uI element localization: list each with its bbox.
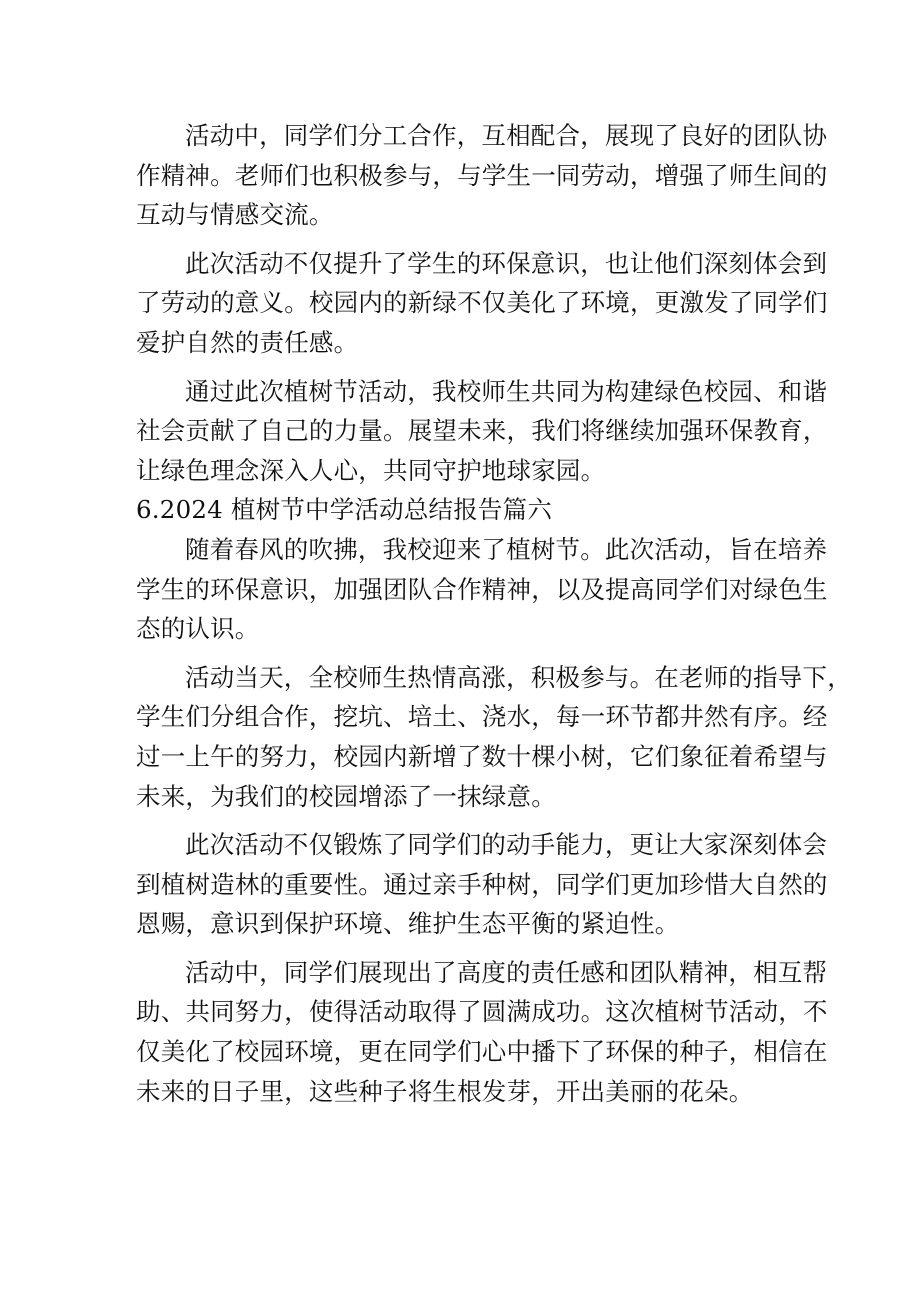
paragraph xyxy=(136,658,852,816)
paragraph-line: 恩赐，意识到保护环境、维护生态平衡的紧迫性。 xyxy=(136,909,680,939)
paragraph-line: 学生的环保意识，加强团队合作精神，以及提高同学们对绿色生 xyxy=(136,574,828,604)
paragraph xyxy=(136,825,828,944)
paragraph-line: 过一上午的努力，校园内新增了数十棵小树，它们象征着希望与 xyxy=(136,741,828,771)
section-heading: 6.2024 植树节中学活动总结报告篇六 xyxy=(136,495,553,525)
paragraph xyxy=(136,530,828,649)
paragraph-line: 随着春风的吹拂，我校迎来了植树节。此次活动，旨在培养 xyxy=(185,534,828,564)
paragraph-line: 助、共同努力，使得活动取得了圆满成功。这次植树节活动，不 xyxy=(136,997,828,1027)
paragraph-line: 活动中，同学们展现出了高度的责任感和团队精神，相互帮 xyxy=(185,957,828,987)
paragraph-line: 社会贡献了自己的力量。展望未来，我们将继续加强环保教育， xyxy=(136,416,828,446)
paragraph-line: 态的认识。 xyxy=(136,614,260,644)
paragraph xyxy=(136,953,828,1111)
paragraph-line: 通过此次植树节活动，我校师生共同为构建绿色校园、和谐 xyxy=(185,376,828,406)
paragraph-line: 未来的日子里，这些种子将生根发芽，开出美丽的花朵。 xyxy=(136,1076,754,1106)
paragraph-line: 活动当天，全校师生热情高涨，积极参与。在老师的指导下， xyxy=(185,662,852,692)
paragraph-line: 此次活动不仅提升了学生的环保意识，也让他们深刻体会到 xyxy=(185,248,828,278)
paragraph-line: 此次活动不仅锻炼了同学们的动手能力，更让大家深刻体会 xyxy=(185,830,828,860)
paragraph-line: 让绿色理念深入人心，共同守护地球家园。 xyxy=(136,455,606,485)
paragraph xyxy=(136,372,828,491)
paragraph-line: 未来，为我们的校园增添了一抹绿意。 xyxy=(136,781,556,811)
paragraph-line: 作精神。老师们也积极参与，与学生一同劳动，增强了师生间的 xyxy=(136,160,828,190)
paragraph-line: 仅美化了校园环境，更在同学们心中播下了环保的种子，相信在 xyxy=(136,1037,828,1067)
paragraph-line: 到植树造林的重要性。通过亲手种树，同学们更加珍惜大自然的 xyxy=(136,869,828,899)
paragraph-line: 活动中，同学们分工合作，互相配合，展现了良好的团队协 xyxy=(185,121,828,150)
paragraph-line: 爱护自然的责任感。 xyxy=(136,327,359,357)
document-body xyxy=(136,116,852,1111)
paragraph xyxy=(136,116,828,235)
paragraph-line: 互动与情感交流。 xyxy=(136,200,334,230)
paragraph-line: 学生们分组合作，挖坑、培土、浇水，每一环节都井然有序。经 xyxy=(136,702,828,732)
paragraph-line: 了劳动的意义。校园内的新绿不仅美化了环境，更激发了同学们 xyxy=(136,288,828,318)
paragraph xyxy=(136,244,828,363)
